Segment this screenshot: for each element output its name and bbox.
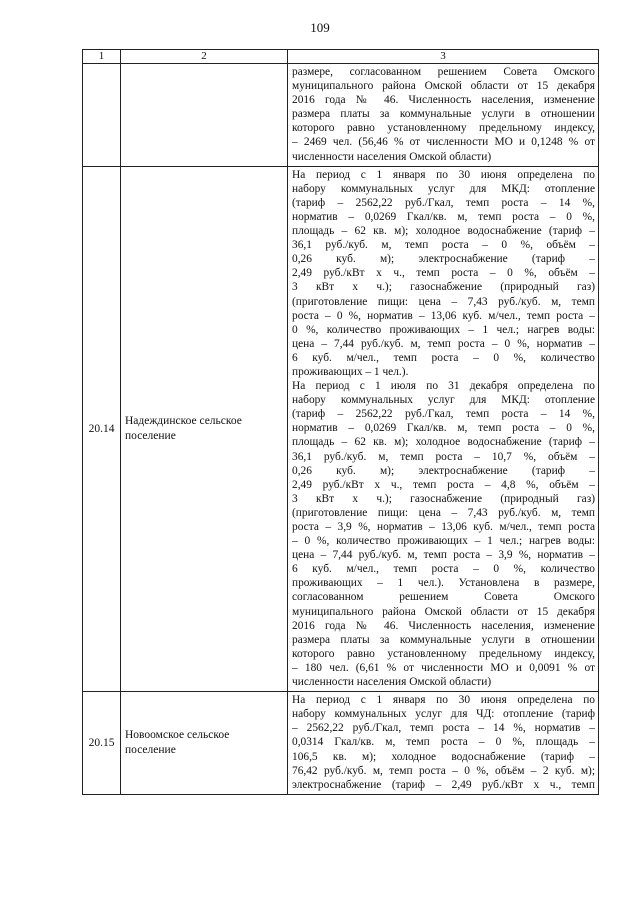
text-line: набору коммунальных услуг для МКД: отопление xyxy=(292,182,595,195)
text-line: норматив – 0,0269 Гкал/кв. м, темп роста – 0 %, xyxy=(292,210,595,223)
page-number: 109 xyxy=(310,20,330,35)
text-line: площадь – 62 кв. м); холодное водоснабжение (тариф – xyxy=(292,225,595,238)
text-line: – 0 %, количество проживающих – 1 чел.; нагрев воды: xyxy=(292,535,595,548)
text-line: 6 куб. м/чел., темп роста – 0 %, количество xyxy=(292,563,595,576)
text-line: роста – 0 %, норматив – 13,06 куб. м/чел., темп роста – xyxy=(292,309,595,322)
text-line: 106,5 кв. м); холодное водоснабжение (тариф – xyxy=(292,750,595,763)
text-line: муниципального района Омской области от 15 декабря xyxy=(292,80,595,93)
text-line: (приготовление пищи: цена – 7,43 руб./куб. м, темп xyxy=(292,506,595,519)
text-line: цена – 7,44 руб./куб. м, темп роста – 3,9 %, норматив – xyxy=(292,549,595,562)
text-line: электроснабжение (тариф – 2,49 руб./кВт х ч., темп xyxy=(292,778,595,791)
text-line: 2,49 руб./кВт х ч., темп роста – 0 %, объём – xyxy=(292,267,595,280)
text-line: 76,42 руб./куб. м, темп роста – 0 %, объём – 2 куб. м); xyxy=(292,764,595,777)
text-line: 0,26 куб. м); электроснабжение (тариф – xyxy=(292,464,595,477)
text-line: размере, согласованном решением Совета Омского xyxy=(292,66,595,78)
text-line: муниципального района Омской области от 15 декабря xyxy=(292,605,595,618)
text-line: которого равно установленному предельному индексу, xyxy=(292,647,595,660)
tariff-description xyxy=(288,692,599,795)
table-row xyxy=(83,166,599,691)
text-line: согласованном решением Совета Омского xyxy=(292,591,595,604)
table-row xyxy=(83,692,599,795)
text-line: проживающих – 1 чел.). xyxy=(292,365,409,378)
header-col-3: 3 xyxy=(288,50,599,64)
text-line: численности населения Омской области) xyxy=(292,676,492,689)
text-line: набору коммунальных услуг для МКД: отопление xyxy=(292,394,595,407)
header-col-1: 1 xyxy=(83,50,121,64)
settlement-name: Надеждинское сельское поселение xyxy=(121,166,288,691)
text-line: – 2562,22 руб./Гкал, темп роста – 14 %, норматив – xyxy=(292,722,595,735)
header-col-2: 2 xyxy=(121,50,288,64)
tariff-description xyxy=(288,64,599,167)
text-line: – 2469 чел. (56,46 % от численности МО и 0,1248 % от xyxy=(292,136,595,149)
text-line: 3 кВт х ч.); газоснабжение (природный газ) xyxy=(292,281,595,294)
text-line: площадь – 62 кв. м); холодное водоснабжение (тариф – xyxy=(292,436,595,449)
row-number: 20.14 xyxy=(83,166,121,691)
text-line: размера платы за коммунальные услуги в отношении xyxy=(292,108,595,121)
settlement-name xyxy=(121,64,288,167)
text-line: норматив – 0,0269 Гкал/кв. м, темп роста – 0 %, xyxy=(292,422,595,435)
text-line: (тариф – 2562,22 руб./Гкал, темп роста – 14 %, xyxy=(292,408,595,421)
text-line: цена – 7,44 руб./куб. м, темп роста – 0 %, норматив – xyxy=(292,337,595,350)
text-line: роста – 3,9 %, норматив – 13,06 куб. м/чел., темп роста xyxy=(292,521,595,533)
text-line: 2,49 руб./кВт х ч., темп роста – 4,8 %, объём – xyxy=(292,478,595,491)
table-row xyxy=(83,64,599,167)
text-line: 36,1 руб./куб. м, темп роста – 10,7 %, объём – xyxy=(292,450,595,463)
text-line: 2016 года № 46. Численность населения, изменение xyxy=(292,94,595,107)
row-number: 20.15 xyxy=(83,692,121,795)
text-line: На период с 1 июля по 31 декабря определена по xyxy=(292,380,595,393)
table-header-row xyxy=(83,50,599,64)
tariff-description xyxy=(288,166,599,691)
text-line: – 180 чел. (6,61 % от численности МО и 0,0091 % от xyxy=(292,661,595,674)
text-line: 0,0314 Гкал/кв. м, темп роста – 0 %, площадь – xyxy=(292,736,595,749)
settlement-name: Новоомское сельское поселение xyxy=(121,692,288,795)
text-line: На период с 1 января по 30 июня определена по xyxy=(292,694,595,707)
text-line: 6 куб. м/чел., темп роста – 0 %, количество xyxy=(292,351,595,364)
text-line: 3 кВт х ч.); газоснабжение (природный газ) xyxy=(292,492,595,505)
text-line: набору коммунальных услуг для ЧД: отопление (тариф xyxy=(292,708,595,721)
tariff-table xyxy=(82,49,599,795)
text-line: 36,1 руб./куб. м, темп роста – 0 %, объём – xyxy=(292,239,595,252)
text-line: которого равно установленному предельному индексу, xyxy=(292,122,595,135)
text-line: размера платы за коммунальные услуги в отношении xyxy=(292,633,595,646)
text-line: проживающих – 1 чел.). Установлена в размере, xyxy=(292,577,595,590)
text-line: 0,26 куб. м); электроснабжение (тариф – xyxy=(292,253,595,266)
text-line: 0 %, количество проживающих – 1 чел.; нагрев воды: xyxy=(292,323,595,336)
text-line: 2016 года № 46. Численность населения, изменение xyxy=(292,619,595,632)
text-line: На период с 1 января по 30 июня определена по xyxy=(292,168,595,181)
text-line: (приготовление пищи: цена – 7,43 руб./куб. м, темп xyxy=(292,295,595,308)
text-line: (тариф – 2562,22 руб./Гкал, темп роста – 14 %, xyxy=(292,196,595,209)
row-number xyxy=(83,64,121,167)
text-line: численности населения Омской области) xyxy=(292,150,492,163)
